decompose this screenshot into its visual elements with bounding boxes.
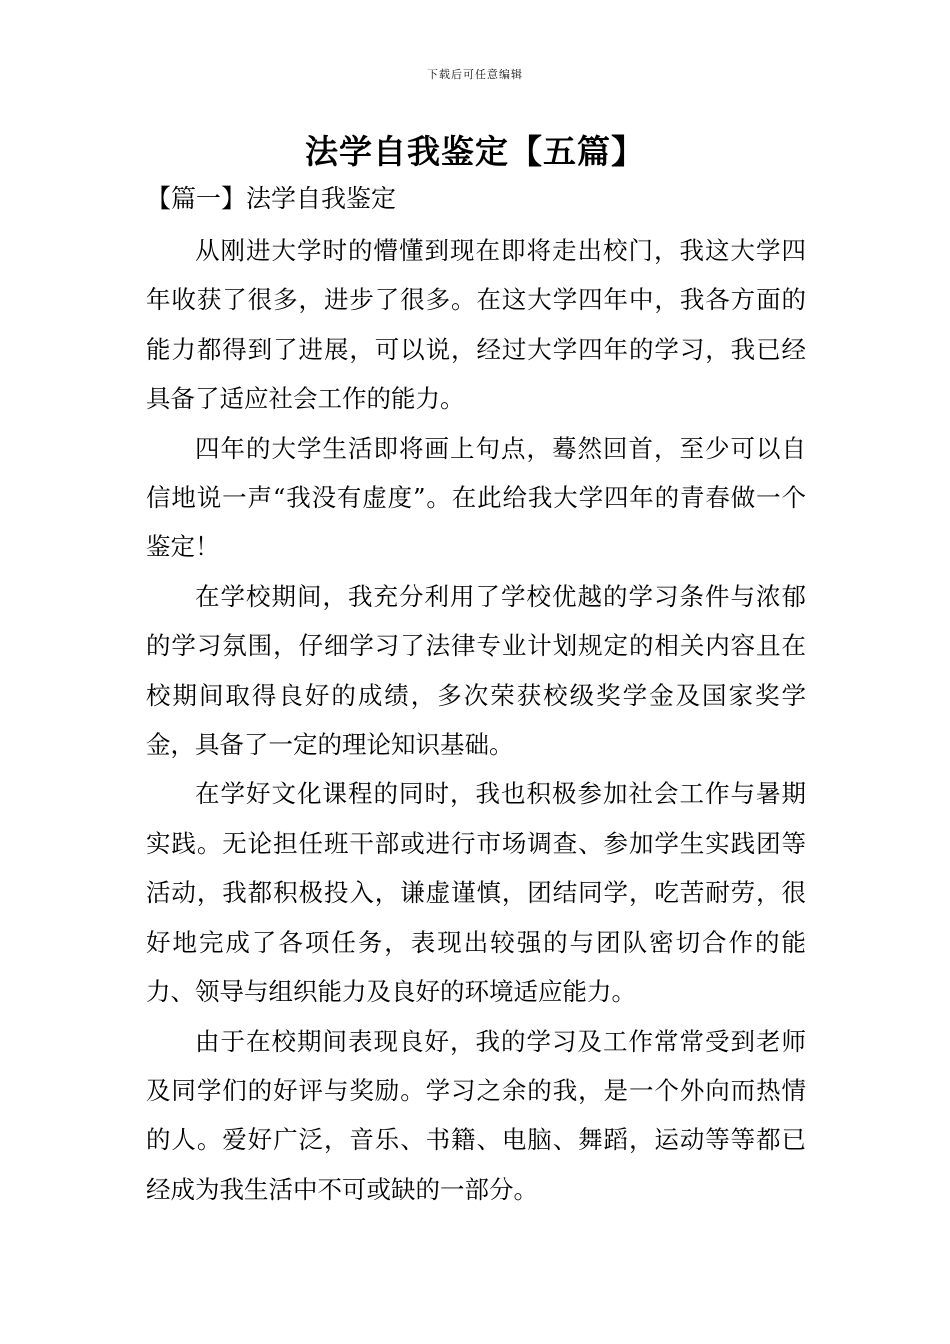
paragraph-1: 从刚进大学时的懵懂到现在即将走出校门，我这大学四年收获了很多，进步了很多。在这大学四年中，我各方面的能力都得到了进展，可以说，经过大学四年的学习，我已经具备了适应社会工作的能力。: [146, 236, 806, 414]
paragraph-3: 在学校期间，我充分利用了学校优越的学习条件与浓郁的学习氛围，仔细学习了法律专业计划规定的相关内容且在校期间取得良好的成绩，多次荣获校级奖学金及国家奖学金，具备了一定的理论知识基础。: [146, 581, 806, 760]
section-heading: 【篇一】法学自我鉴定: [146, 184, 397, 213]
paragraph-5: 由于在校期间表现良好，我的学习及工作常常受到老师及同学们的好评与奖励。学习之余的我，是一个外向而热情的人。爱好广泛，音乐、书籍、电脑、舞蹈，运动等等都已经成为我生活中不可或缺的一部分。: [146, 1026, 806, 1204]
document-title: 法学自我鉴定【五篇】: [305, 132, 645, 171]
paragraph-4: 在学好文化课程的同时，我也积极参加社会工作与暑期实践。无论担任班干部或进行市场调查、参加学生实践团等活动，我都积极投入，谦虚谨慎，团结同学，吃苦耐劳，很好地完成了各项任务，表现出较强的与团队密切合作的能力、领导与组织能力及良好的环境适应能力。: [146, 779, 806, 1007]
document-body: [146, 226, 806, 1214]
paragraph-2: 四年的大学生活即将画上句点，蓦然回首，至少可以自信地说一声“我没有虚度”。在此给我大学四年的青春做一个鉴定！: [146, 433, 806, 562]
header-note: 下载后可任意编辑: [427, 68, 523, 81]
